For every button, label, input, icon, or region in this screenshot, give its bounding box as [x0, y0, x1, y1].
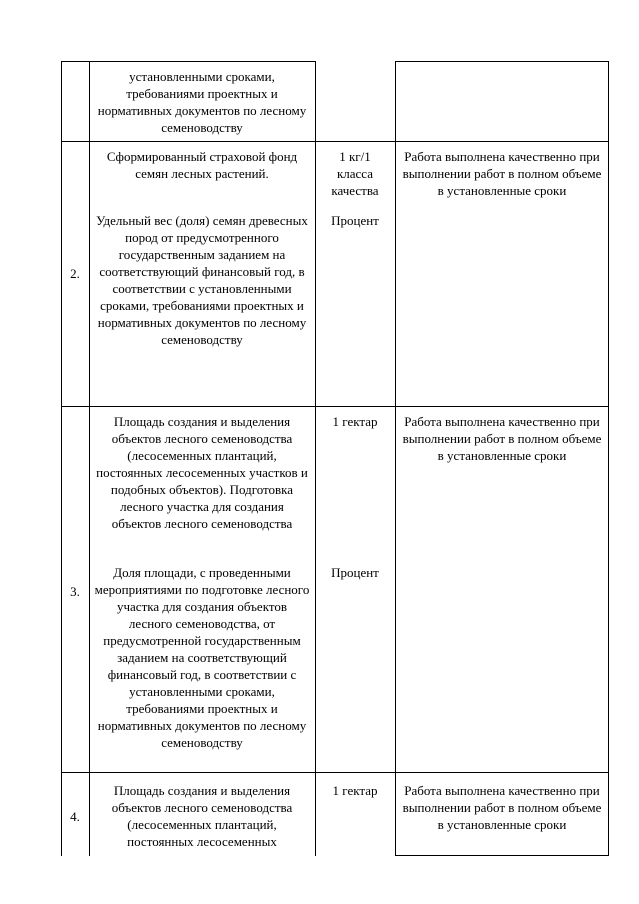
row-2-description-title: Сформированный страховой фонд семян лесных растений.: [106, 149, 298, 181]
row-4-number: 4.: [70, 809, 80, 824]
row-divider-1: [61, 141, 609, 142]
row-3-unit-b: [322, 564, 388, 581]
table-border-top: [61, 61, 315, 62]
column-line-description: [315, 61, 316, 856]
column-line-number: [89, 61, 90, 856]
row-3-number: 3.: [70, 584, 80, 599]
row-3-description-b: [94, 564, 310, 751]
column-line-right: [608, 61, 609, 856]
row-3-evaluation: [400, 413, 604, 464]
row-3-unit-a: [322, 413, 388, 430]
row-1-description: [96, 68, 308, 136]
row-3-description-indicator: Доля площади, с проведенными мероприятиями по подготовке лесного участка для создания объектов лесного семеноводства, от предусмотренной государственным заданием на соответствующий финансовый год, в соответствии с установленными сроками, требованиями проектных и нормативных документов по лесному семеноводству: [94, 565, 310, 750]
row-2-number: 2.: [70, 266, 80, 281]
row-3-unit-percent: Процент: [331, 565, 379, 580]
row-2-description-b: [94, 212, 310, 348]
row-4-description: [94, 782, 310, 850]
row-3-evaluation-text: Работа выполнена качественно при выполнении работ в полном объеме в установленные сроки: [402, 414, 602, 463]
row-4-evaluation: [400, 782, 604, 833]
column-line-evaluation-left: [395, 61, 396, 856]
row-4-description-text: Площадь создания и выделения объектов лесного семеноводства (лесосеменных плантаций, постоянных лесосеменных: [111, 783, 293, 849]
column-line-left: [61, 61, 62, 856]
row-2-unit-a: [322, 148, 388, 199]
row-2-unit-percent: Процент: [331, 213, 379, 228]
row-4-unit-measure: 1 гектар: [332, 783, 378, 798]
row-1-description-text: установленными сроками, требованиями проектных и нормативных документов по лесному семеноводству: [97, 69, 307, 135]
row-2-description-indicator: Удельный вес (доля) семян древесных пород от предусмотренного государственным заданием на соответствующий финансовый год, в соответствии с установленными сроками, требованиями проектных и нормативных документов по лесному семеноводству: [96, 213, 308, 347]
row-3-description-a: [94, 413, 310, 532]
row-divider-2: [61, 406, 609, 407]
row-3-unit-measure: 1 гектар: [332, 414, 378, 429]
row-divider-3: [61, 772, 609, 773]
row-2-unit-measure: 1 кг/1 класса качества: [331, 149, 379, 198]
row-2-evaluation: [400, 148, 604, 199]
row-2-description-a: [100, 148, 304, 182]
row-2-unit-b: [322, 212, 388, 229]
row-4-evaluation-text: Работа выполнена качественно при выполнении работ в полном объеме в установленные сроки: [402, 783, 602, 832]
table-border-top-right: [395, 61, 609, 62]
row-2-evaluation-text: Работа выполнена качественно при выполнении работ в полном объеме в установленные сроки: [402, 149, 602, 198]
table-border-bottom-right: [395, 855, 609, 856]
row-4-unit: [322, 782, 388, 799]
row-3-description-title: Площадь создания и выделения объектов лесного семеноводства (лесосеменных плантаций, постоянных лесосеменных участков и подобных объектов). Подготовка лесного участка для создания объектов лесного семеноводства: [96, 414, 308, 531]
